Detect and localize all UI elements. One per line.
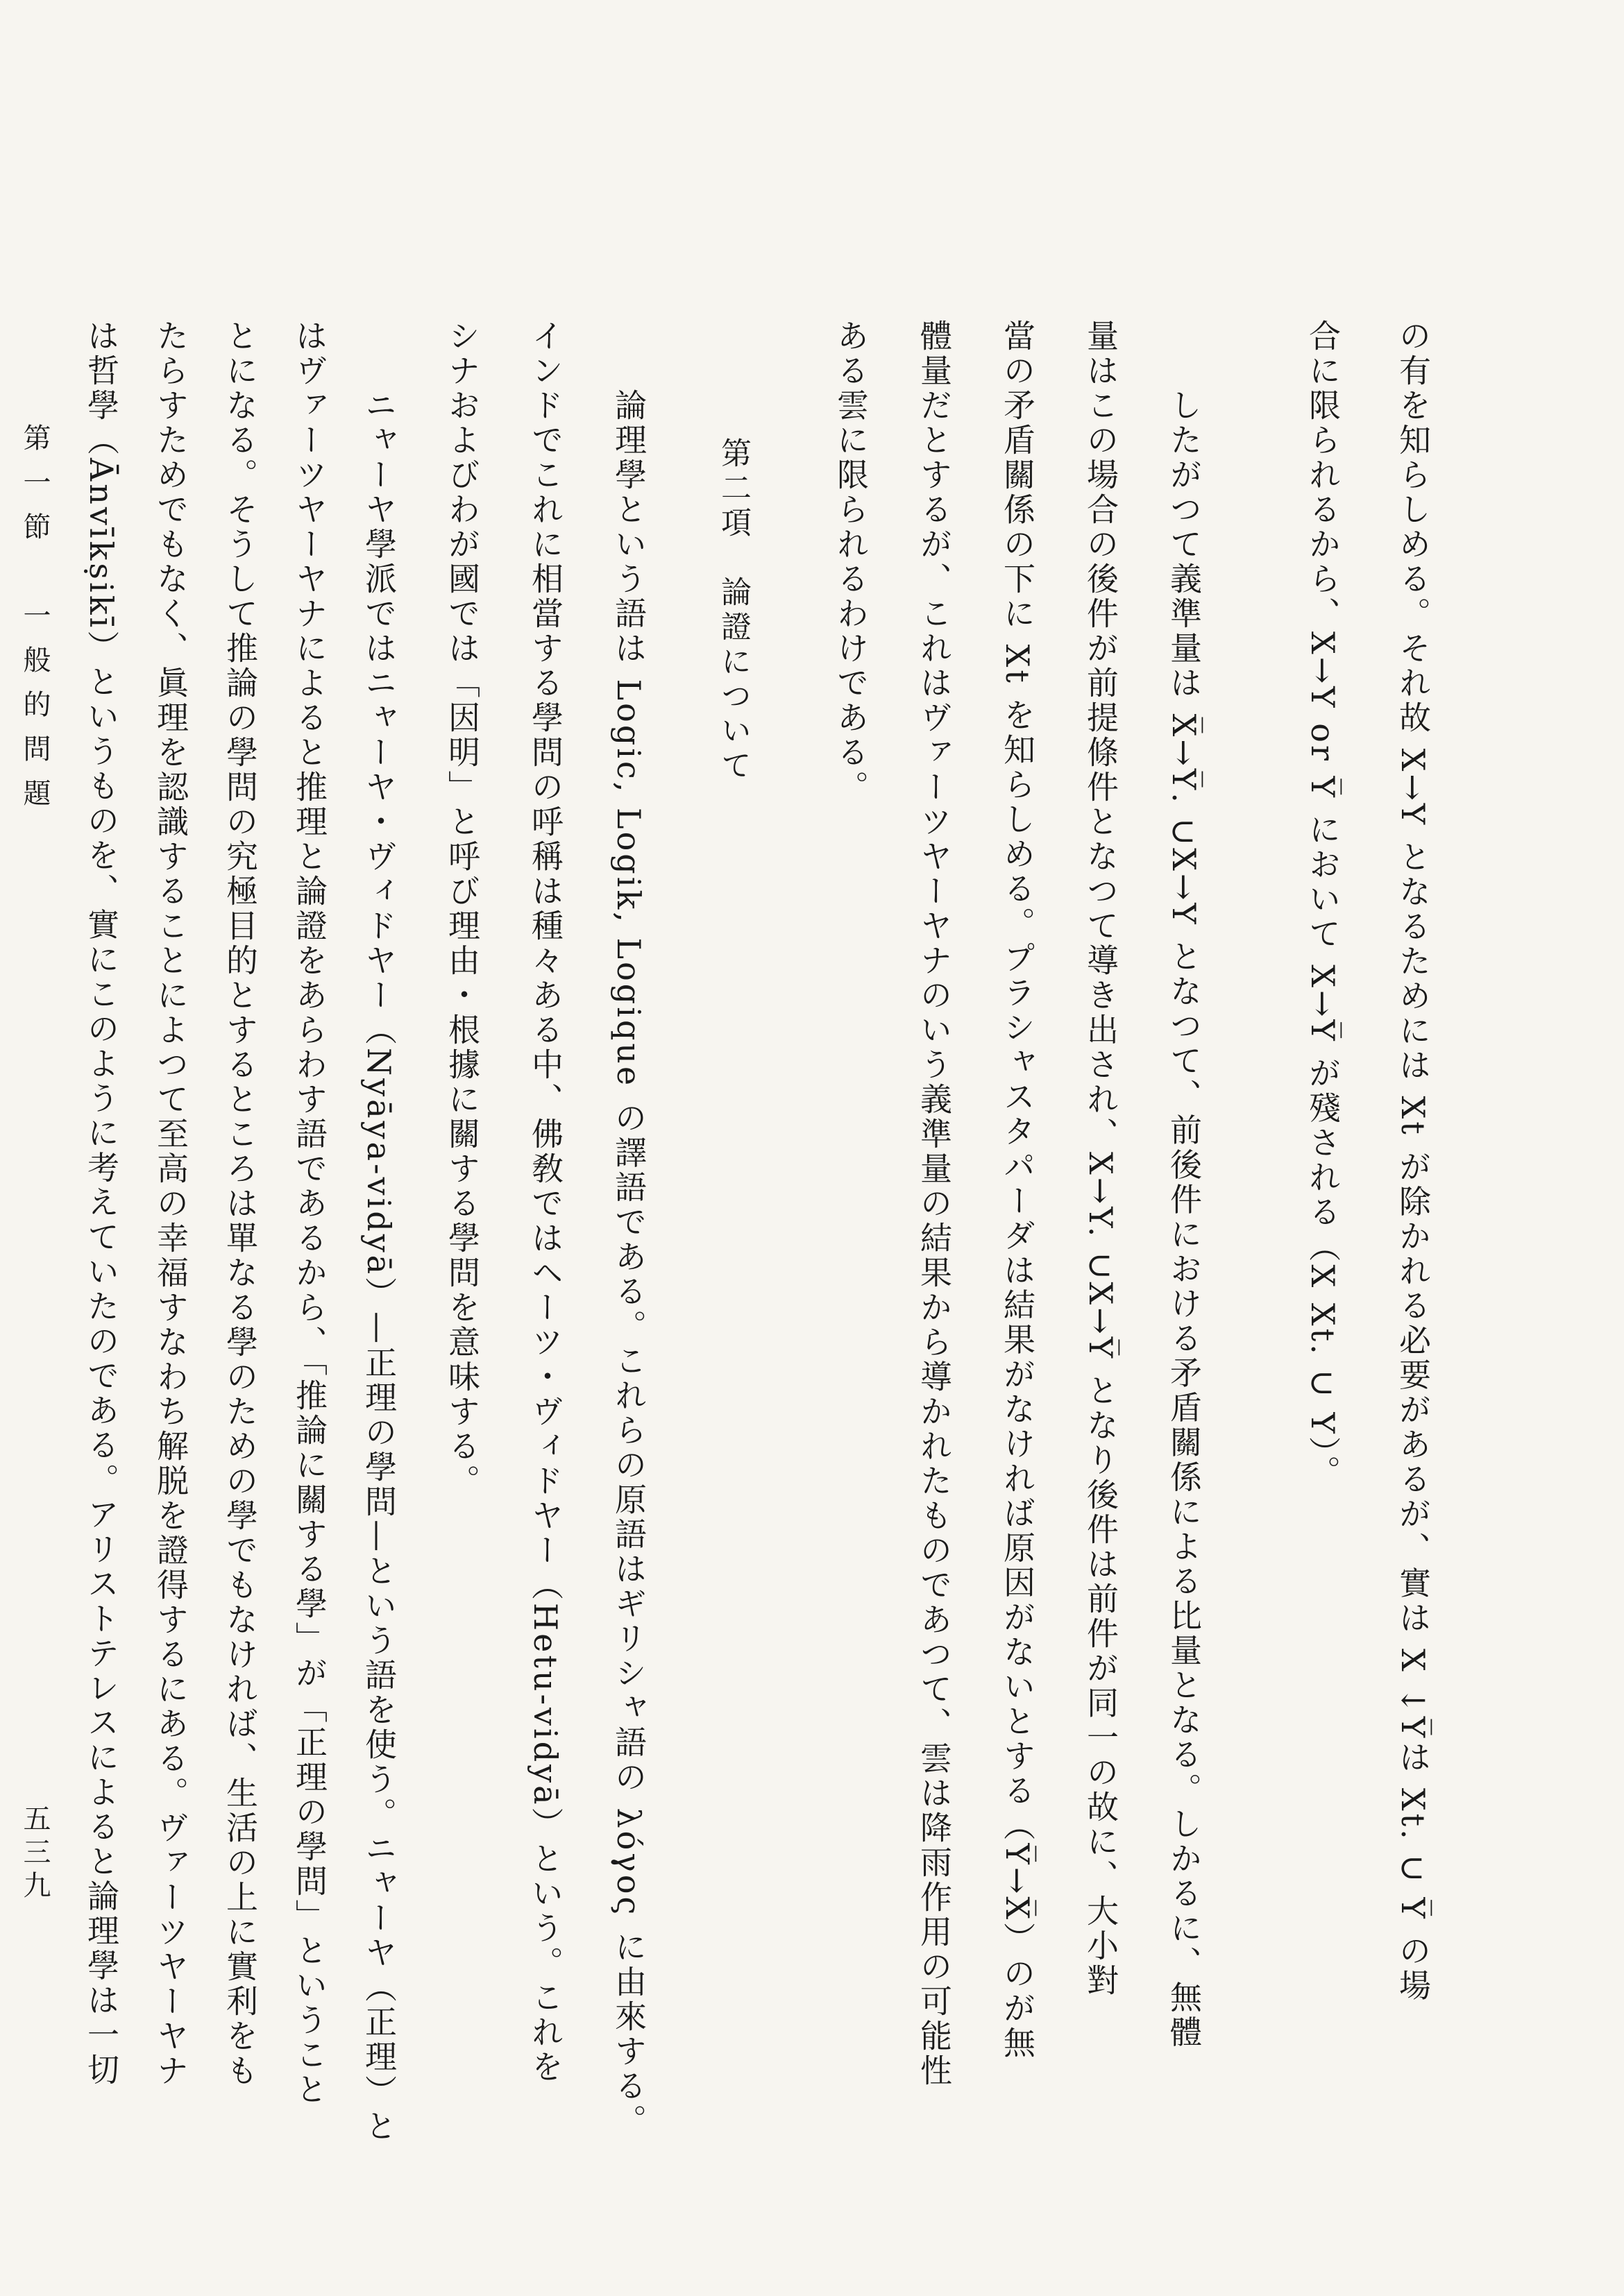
- text-column: 論理學という語は Logic, Logik, Logique の譯語である。これらの原語はギリシャ語の λόγος に由來する。: [610, 389, 648, 2138]
- text-column: はヴァーツヤーヤナによると推理と論證をあらわす語であるから、「推論に關する學」が「正理の學問」ということ: [291, 319, 328, 2107]
- running-footer: 第一節 一般的問題: [19, 423, 51, 823]
- text-column: 量はこの場合の後件が前提條件となつて導き出され、X→Y. ∪X→Y̅ となり後件は前件が同一の故に、大小對: [1082, 319, 1119, 1998]
- text-column: したがつて義準量は X̅→Y̅. ∪X→Y となつて、前後件における矛盾關係による比量となる。しかるに、無體: [1165, 389, 1203, 2050]
- text-column: ある雲に限られるわけである。: [832, 319, 870, 805]
- text-column: インドでこれに相當する學問の呼稱は種々ある中、佛敎ではヘーツ・ヴィドヤー（Hetu-vidyā）という。これを: [527, 319, 564, 2085]
- text-column: とになる。そうして推論の學問の究極目的とするところは單なる學のための學でもなければ、生活の上に實利をも: [221, 319, 259, 2089]
- text-column: ニャーヤ學派ではニャーヤ・ヴィドヤー（Nyāya-vidyā）—正理の學問—という語を使う。ニャーヤ（正理）と: [360, 389, 398, 2145]
- text-column: シナおよびわが國では「因明」と呼び理由・根據に關する學問を意味する。: [443, 319, 481, 1499]
- text-column: 體量だとするが、これはヴァーツヤーヤナのいう義準量の結果から導かれたものであつて、雲は降雨作用の可能性: [915, 319, 953, 2089]
- text-column: は哲學（Ānvīkṣikī）というものを、實にこのように考えていたのである。アリストテレスによると論理學は一切: [83, 319, 120, 2088]
- section-heading: 第二項 論證について: [716, 437, 751, 784]
- text-column: 合に限られるから、X→Y or Y̅ において X→Y̅ が殘される（X Xt. ∪ Y）。: [1304, 319, 1342, 1490]
- page-number: 五三九: [19, 1804, 51, 1904]
- text-column: の有を知らしめる。それ故 X→Y となるためには Xt が除かれる必要があるが、實は X ↓Y̅は Xt. ∪ Y̅ の場: [1394, 319, 1432, 2004]
- text-column: 當の矛盾關係の下に Xt を知らしめる。プラシャスタパーダは結果がなければ原因がないとする（Y̅→X̅）のが無: [999, 319, 1036, 2061]
- text-column: たらすためでもなく、眞理を認識することによつて至高の幸福すなわち解脱を證得するにある。ヴァーツヤーヤナ: [152, 319, 189, 2089]
